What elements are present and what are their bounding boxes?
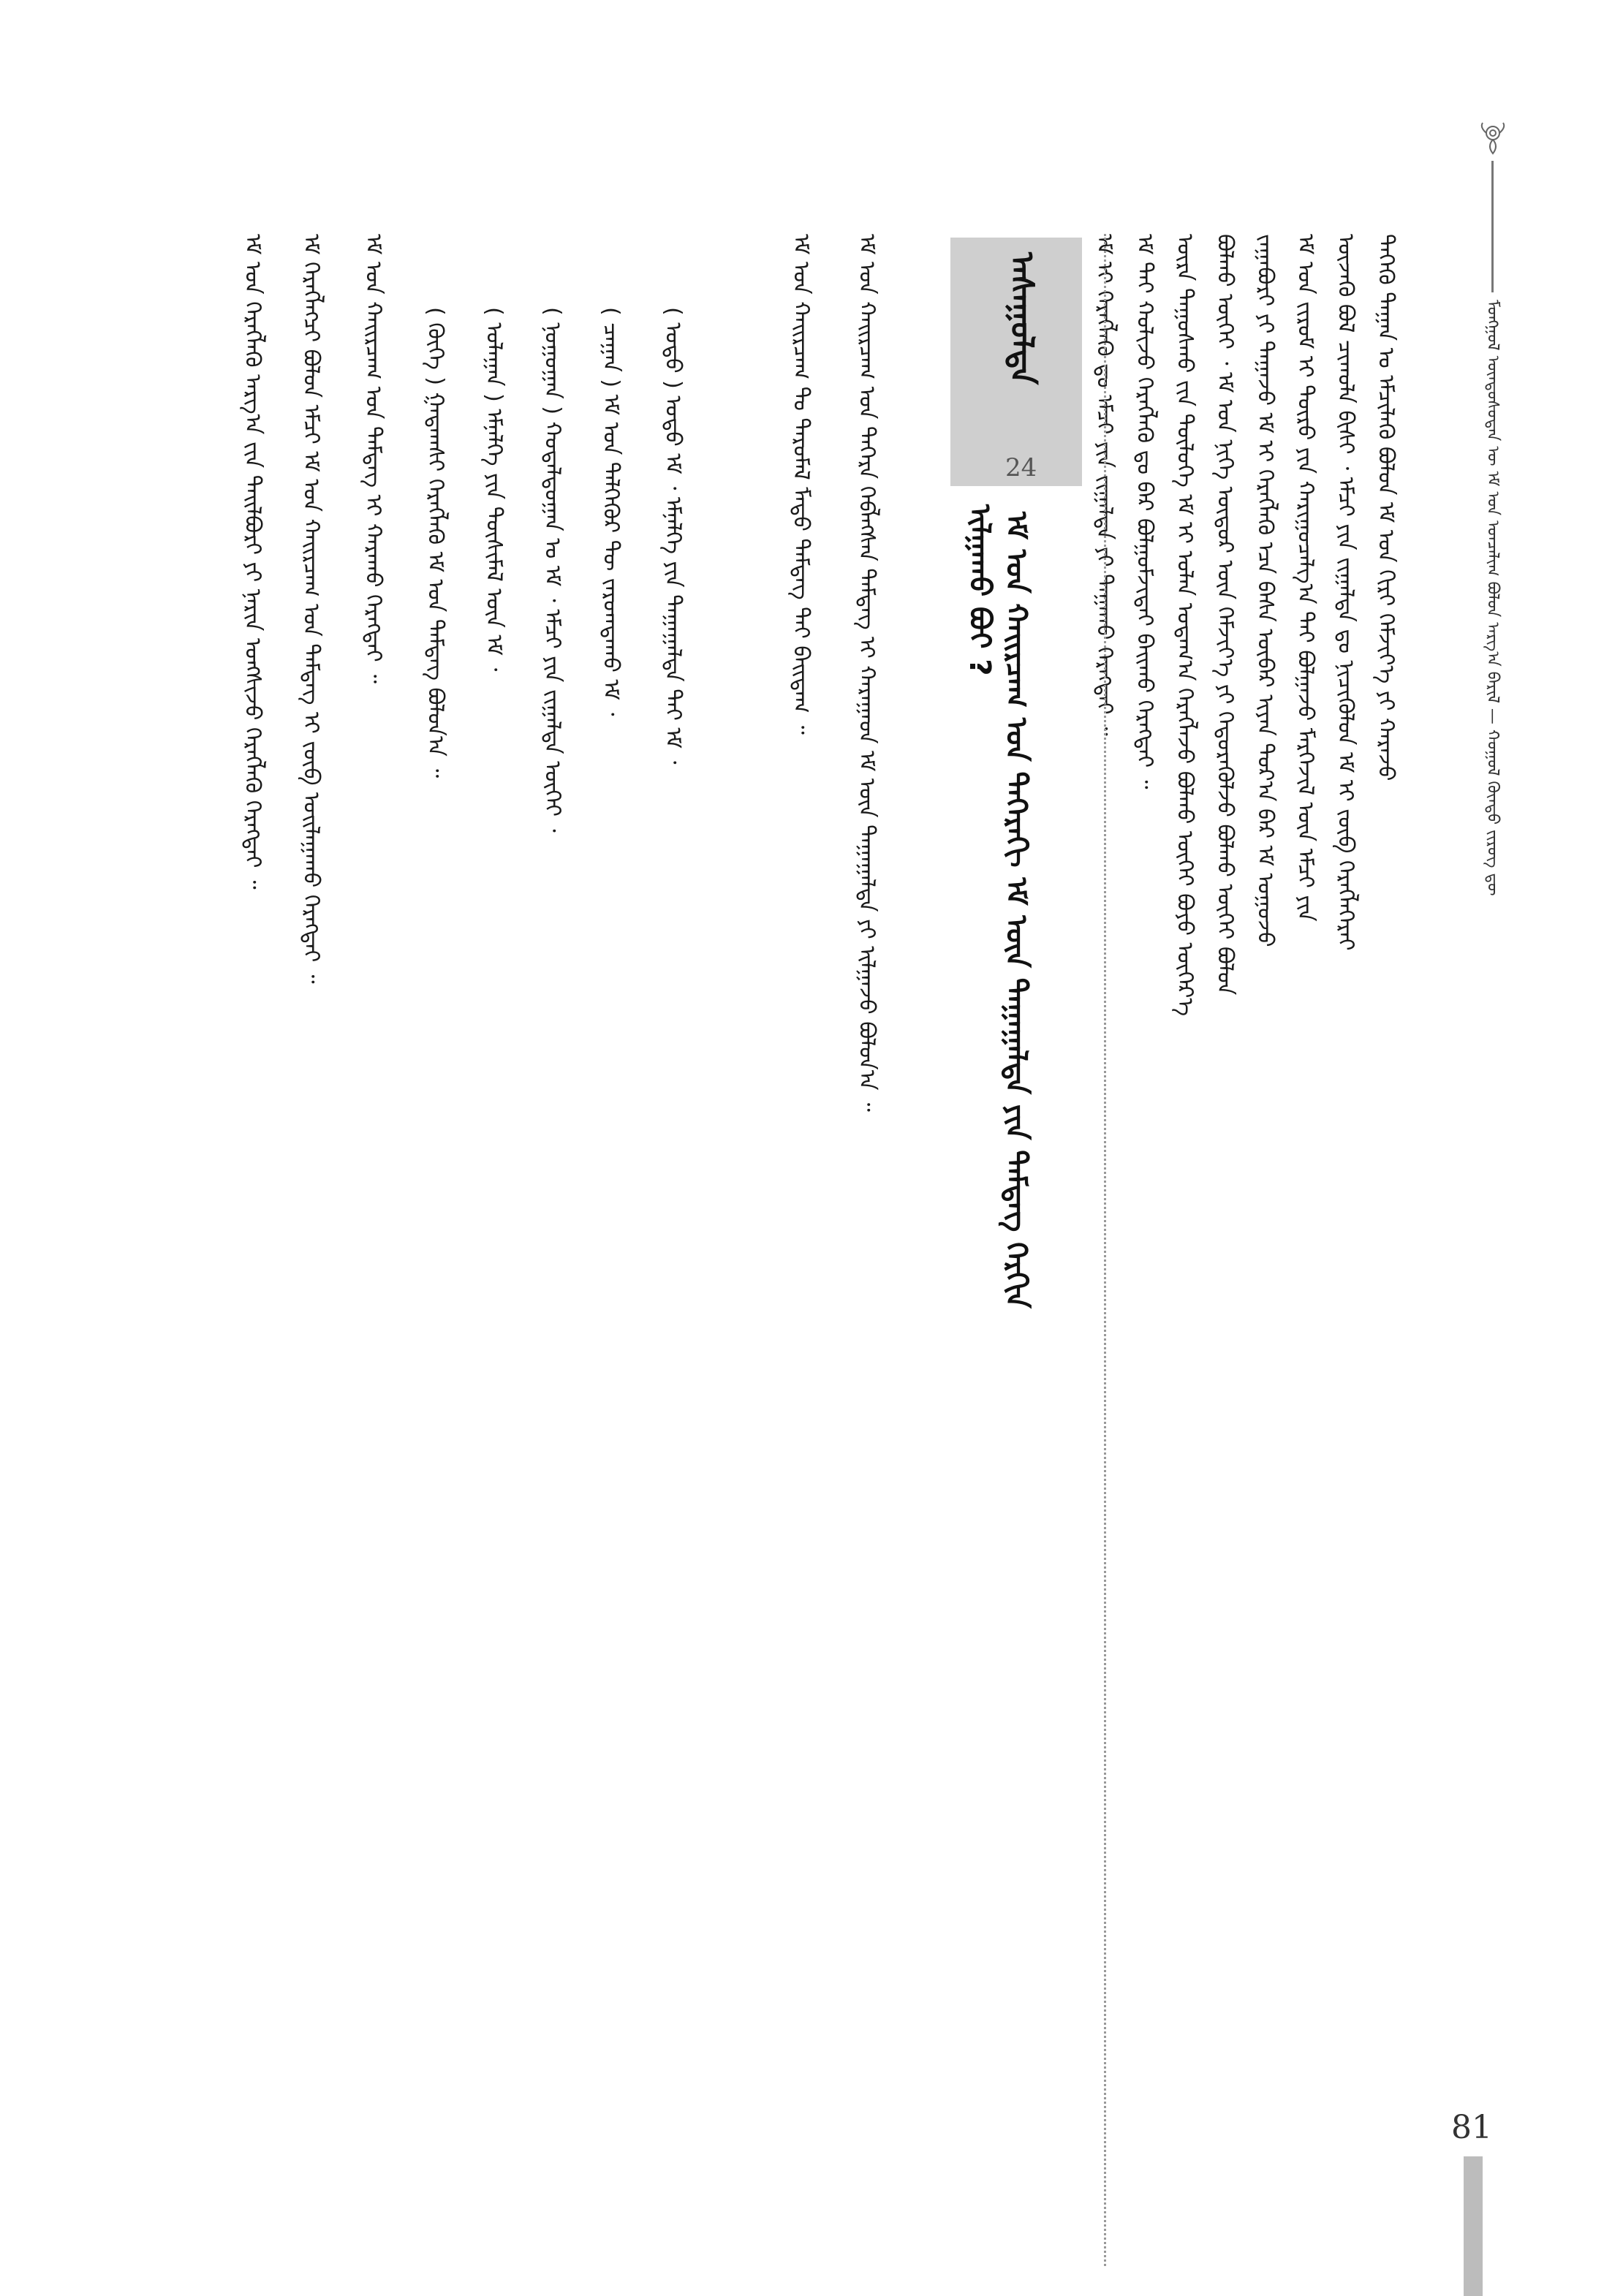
- upper-paragraph-line-8: ᠡᠮ ᠢ ᠬᠡᠷᠡᠭᠯᠡᠬᠦ ᠳᠤ ᠡᠮᠴᠢ ᠶᠢᠨ ᠵᠢᠭᠠᠯᠲᠠ ᠶᠢ ᠳᠠᠭᠠᠬᠤ ᠬᠡᠷᠡᠭᠲᠡᠢ ᠃: [1092, 234, 1117, 736]
- upper-paragraph-line-2: ᠦᠵᠡᠬᠦ ᠪᠣᠯ ᠴᠢᠬᠤᠯᠠ ᠪᠢᠰᠢ ᠂ ᠡᠮᠴᠢ ᠶᠢᠨ ᠵᠢᠭᠠᠯᠲᠠ ᠳᠤ ᠨᠢᠴᠢᠭᠦᠯᠦᠨ ᠡᠮ ᠢ ᠵᠥᠪ ᠬᠡᠷᠡᠭᠯᠡᠭᠡᠷᠡᠢ: [1333, 234, 1358, 951]
- lower-list-item-1: ( ᠣᠲᠣ ) ᠣᠲᠣ ᠡᠮ ᠂ ᠡᠮᠨᠡᠯᠭᠡ ᠶᠢᠨ ᠳᠠᠭᠠᠭᠠᠯᠲᠠ ᠲᠠᠢ ᠡᠮ ᠂: [660, 307, 686, 765]
- question-heading-line-2: ᠢᠯᠭᠠᠬᠤ ᠪᠤᠢ ?: [963, 504, 996, 676]
- lower-list-item-3: ( ᠨᠣᠭᠣᠭᠠᠨ ) ᠬᠤᠳᠠᠯᠳᠤᠭᠠᠨ ᠤ ᠡᠮ ᠂ ᠡᠮᠴᠢ ᠶᠢᠨ ᠵᠢᠭᠠᠯᠲᠠ ᠦᠭᠡᠢ ᠂: [540, 307, 565, 833]
- ornament-icon: [1471, 117, 1515, 161]
- upper-paragraph-line-6: ᠦᠷᠡ ᠳᠠᠭᠤᠰᠬᠤ ᠵᠢᠨ ᠲᠥᠯᠦᠭᠡ ᠡᠮ ᠢ ᠣᠯᠠᠨ ᠤᠳᠠᠭ᠎ᠠ ᠬᠡᠷᠡᠭᠯᠡᠵᠦ ᠪᠣᠯᠬᠤ ᠦᠭᠡᠢ ᠪᠤᠶᠤ ᠥᠭᠡᠷ᠎ᠡ: [1172, 234, 1198, 1017]
- lower-paragraph-line-5: ᠡᠮ ᠤᠨ ᠬᠡᠷᠡᠭᠯᠡᠬᠦ ᠠᠷᠭ᠎ᠠ ᠵᠢᠨ ᠲᠠᠢᠯᠪᠤᠷᠢ ᠶᠢ ᠨᠠᠷᠢᠨ ᠤᠩᠰᠢᠵᠤ ᠬᠡᠷᠡᠭᠯᠡᠬᠦ ᠬᠡᠷᠡᠭᠲᠡᠢ ᠃: [240, 234, 265, 890]
- upper-paragraph-line-3: ᠡᠮ ᠤᠨ ᠵᠢᠷᠤᠮ ᠢ ᠲᠦᠷᠦ ᠶᠢᠨ ᠬᠠᠷᠢᠭᠤᠴᠠᠯᠭ᠎ᠠ ᠲᠠᠢ ᠪᠣᠯᠭᠠᠵᠤ ᠮᠡᠷᠭᠡᠵᠢᠯ ᠦᠨ ᠡᠮᠴᠢ ᠶᠢᠨ: [1293, 234, 1318, 922]
- page-edge-bar: [1464, 2156, 1483, 2296]
- section-divider: [1104, 234, 1106, 2266]
- lower-list-item-2: ( ᠴᠠᠭᠠᠨ ) ᠡᠮ ᠤᠨ ᠳᠡᠯᠭᠡᠭᠦᠷ ᠲᠦ ᠵᠠᠷᠤᠭᠳᠠᠬᠤ ᠡᠮ ᠂: [598, 307, 624, 716]
- upper-paragraph-line-1: ᠲᠡᠭᠡᠬᠦ ᠳᠠᠭᠠᠨ ᠤ ᠡᠮᠴᠢᠯᠡᠬᠦ ᠪᠣᠯᠤᠨ ᠡᠮ ᠤᠨ ᠬᠢᠷᠢ ᠬᠡᠮᠵᠢᠶ᠎ᠡ ᠶᠢ ᠬᠠᠷᠠᠵᠤ: [1373, 234, 1399, 781]
- lower-paragraph-line-4: ᠡᠮ ᠬᠡᠷᠡᠭᠯᠡᠭᠴᠢ ᠪᠣᠯᠤᠨ ᠡᠮᠴᠢ ᠡᠮ ᠤᠨ ᠬᠠᠢᠷᠴᠠᠭ ᠤᠨ ᠲᠡᠮᠳᠡᠭ ᠢ ᠵᠥᠪ ᠣᠢᠯᠠᠭᠠᠬᠤ ᠬᠡᠷᠡᠭᠲᠡᠢ ᠃: [298, 234, 324, 984]
- question-number: 24: [1005, 453, 1037, 482]
- upper-paragraph-line-4: ᠵᠠᠭᠠᠪᠤᠷᠢ ᠶᠢ ᠳᠠᠭᠠᠵᠤ ᠡᠮ ᠢ ᠬᠡᠷᠡᠭᠯᠡᠬᠦ ᠡᠴᠡ ᠪᠡᠰᠡ ᠥᠪᠡᠷ ᠢᠶᠡᠨ ᠳᠤᠷ᠎ᠠ ᠪᠠᠷ ᠡᠮ ᠤᠭᠤᠵᠤ: [1252, 234, 1278, 947]
- lower-list-item-5: ( ᠬᠥᠬᠡ ) ᠭᠠᠳᠠᠭᠰᠢ ᠬᠡᠷᠡᠭᠯᠡᠬᠦ ᠡᠮ ᠤᠨ ᠲᠡᠮᠳᠡᠭ ᠪᠣᠯᠤᠨ᠎ᠠ ᠃: [423, 307, 448, 778]
- upper-paragraph-line-5: ᠪᠣᠯᠬᠤ ᠦᠭᠡᠢ ᠂ ᠡᠮ ᠤᠨ ᠨᠢᠭᠡ ᠦᠳᠦᠷ ᠦᠨ ᠬᠡᠮᠵᠢᠶ᠎ᠡ ᠶᠢ ᠬᠡᠲᠦᠷᠡᠭᠦᠯᠵᠦ ᠪᠣᠯᠬᠤ ᠦᠭᠡᠢ ᠪᠣᠯᠤᠨ: [1212, 234, 1238, 996]
- running-header: ᠮᠣᠩᠭᠣᠯ ᠦᠨᠳᠦᠰᠦᠲᠡᠨ ᠦ ᠡᠮ ᠤᠨ ᠣᠨᠴᠠᠯᠢᠭ ᠪᠣᠯᠤᠨ ᠠᠷᠭ᠎ᠠ ᠪᠠᠷᠢᠯ — ᠬᠣᠭᠣᠯ ᠬᠦᠨᠲᠦ ᠵᠢᠷᠦᠭ ᠳᠦ: [1483, 300, 1502, 896]
- lower-list-item-4: ( ᠤᠯᠠᠭᠠᠨ ) ᠡᠮᠨᠡᠯᠭᠡ ᠶᠢᠨ ᠲᠦᠰᠢᠮᠡᠯ ᠦᠨ ᠡᠮ ᠂: [481, 307, 507, 672]
- question-label-box: [950, 238, 1082, 486]
- question-label: ᠠᠰᠠᠭᠤᠯᠲᠠ: [1003, 252, 1040, 385]
- page-number: 81: [1451, 2109, 1492, 2146]
- lower-paragraph-line-2: ᠡᠮ ᠤᠨ ᠬᠠᠢᠷᠴᠠᠭ ᠲᠤ ᠳᠠᠷᠤᠮᠠᠯ ᠮᠡᠲᠦ ᠲᠡᠮᠳᠡᠭ ᠲᠠᠢ ᠪᠠᠢᠳᠠᠭ ᠃: [788, 234, 814, 735]
- upper-paragraph-line-7: ᠡᠮ ᠲᠡᠢ ᠬᠣᠯᠢᠵᠤ ᠬᠡᠷᠡᠭᠯᠡᠬᠦ ᠳᠤ ᠪᠡᠷ ᠪᠣᠯᠭᠣᠮᠵᠢᠲᠠᠢ ᠪᠠᠢᠬᠤ ᠬᠡᠷᠡᠭᠲᠡᠢ ᠃: [1132, 234, 1157, 789]
- question-heading-line-1: ᠡᠮ ᠤᠨ ᠬᠠᠢᠷᠴᠠᠭ ᠤᠨ ᠳᠡᠭᠡᠷᠡᠬᠢ ᠡᠮ ᠦᠨ ᠳᠠᠭᠠᠭᠠᠯᠲᠠ ᠶᠢᠨ ᠲᠡᠮᠳᠡᠭ ᠬᠡᠷᠬᠢᠨ: [999, 512, 1033, 1308]
- lower-paragraph-line-3: ᠡᠮ ᠤᠨ ᠬᠠᠢᠷᠴᠠᠭ ᠤᠨ ᠲᠡᠮᠳᠡᠭ ᠢ ᠬᠠᠷᠠᠬᠤ ᠬᠡᠷᠡᠭᠲᠡᠢ ᠃: [360, 234, 386, 683]
- lower-paragraph-line-1: ᠡᠮ ᠤᠨ ᠬᠠᠢᠷᠴᠠᠭ ᠤᠨ ᠳᠡᠭᠡᠷᠡ ᠬᠡᠪᠯᠡᠭᠰᠡᠨ ᠲᠡᠮᠳᠡᠭ ᠢ ᠬᠠᠷᠠᠭᠠᠳ ᠡᠮ ᠦᠨ ᠳᠠᠭᠠᠭᠠᠯᠲᠠ ᠶᠢ ᠢᠯᠭᠠᠵᠤ ᠪᠣᠯᠣᠨ᠎ᠠ ᠃: [854, 234, 879, 1112]
- running-header-rule: [1491, 161, 1494, 292]
